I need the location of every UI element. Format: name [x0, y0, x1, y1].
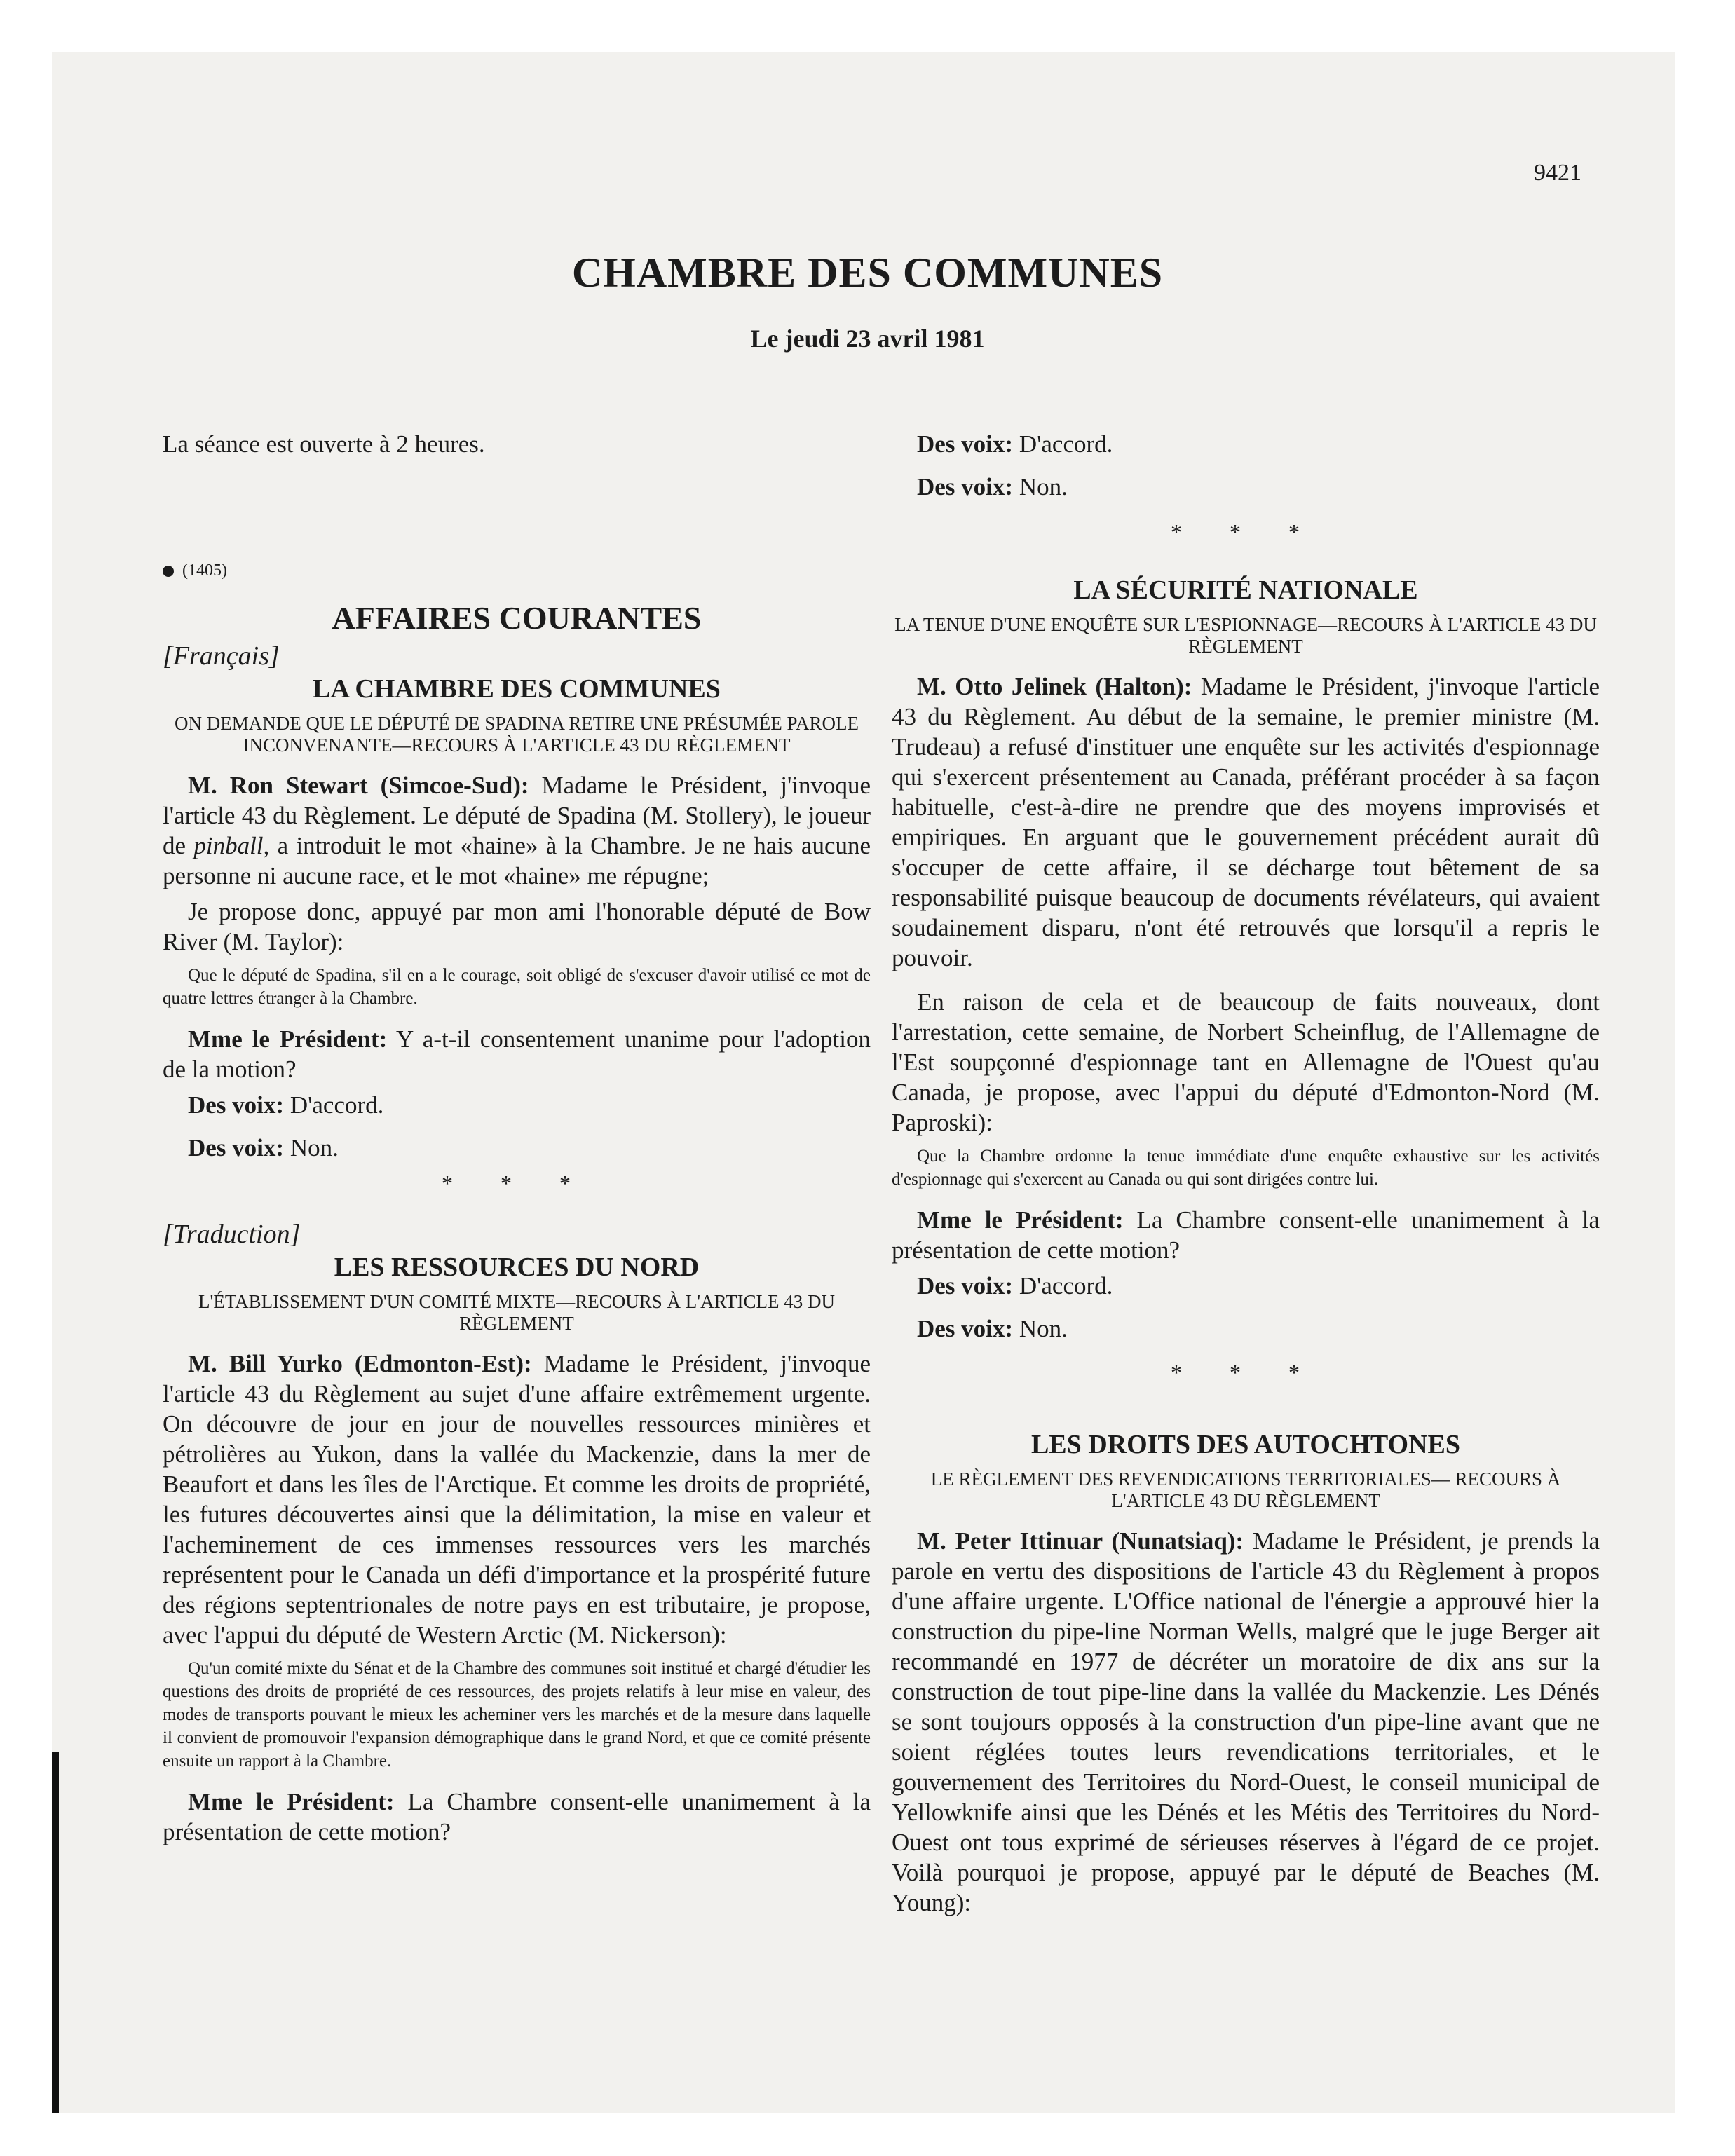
speech-paragraph: M. Bill Yurko (Edmonton-Est): Madame le Président, j'invoque l'article 43 du Règlement au sujet d'une affaire extrêmement urgente. On découvre de jour en jour de nouvelles ressources minières et pétrolières au Yukon, dans la vallée du Mackenzie, dans la mer de Beaufort et dans les îles de l'Arctique. Et comme les droits de propriété, les futures découvertes ainsi que la délimitation, la mise en valeur et l'acheminement de ces immenses ressources vers les marchés représentent pour le Canada un défi d'importance et la prospérité future des régions septentrionales de notre pays en est tributaire, je propose, avec l'appui du député de Western Arctic (M. Nickerson):	[163, 1350, 871, 1649]
motion-text: Que le député de Spadina, s'il en a le courage, soit obligé de s'excuser d'avoir utilisé ce mot de quatre lettres étranger à la Chambre.	[163, 966, 871, 1008]
language-tag: [Français]	[163, 641, 280, 671]
page-number: 9421	[1534, 160, 1581, 186]
journal-title: CHAMBRE DES COMMUNES	[571, 250, 1164, 296]
speaker-name: Mme le Président:	[188, 1788, 395, 1815]
left-column	[163, 429, 871, 1853]
vote-no: Des voix: Non.	[917, 1315, 1068, 1342]
vote-yes: Des voix: D'accord.	[917, 430, 1113, 458]
speech-paragraph: M. Otto Jelinek (Halton): Madame le Président, j'invoque l'article 43 du Règlement. Au début de la semaine, le premier ministre (M. Trudeau) a refusé d'instituer une enquête sur les activités d'espionnage qui s'exercent présentement au Canada, préférant procéder à sa façon habituelle, c'est-à-dire ne prendre que des moyens improvisés et empiriques. En arguant que le gouvernement précédent aurait dû s'occuper de cette affaire, il se décharge tout bêtement de sa responsabilité puisque beaucoup de documents révélateurs, qui avaient soudainement disparu, n'ont été retrouvés que lorsqu'il a repris le pouvoir.	[892, 673, 1600, 971]
routine-heading: AFFAIRES COURANTES	[332, 600, 702, 636]
section-title: LA CHAMBRE DES COMMUNES	[313, 674, 721, 704]
chair-remark: Mme le Président: Y a-t-il consentement unanime pour l'adoption de la motion?	[163, 1025, 871, 1083]
chair-remark: Mme le Président: La Chambre consent-elle unanimement à la présentation de cette motion?	[892, 1206, 1600, 1264]
section-separator: * * *	[442, 1171, 592, 1196]
vote-yes: Des voix: D'accord.	[188, 1091, 384, 1119]
speaker-name: M. Bill Yurko (Edmonton-Est):	[188, 1350, 532, 1377]
section-title: LES DROITS DES AUTOCHTONES	[1030, 1430, 1461, 1459]
vote-yes: Des voix: D'accord.	[917, 1272, 1113, 1299]
section-subtitle: LA TENUE D'UNE ENQUÊTE SUR L'ESPIONNAGE—RECOURS À L'ARTICLE 43 DU RÈGLEMENT	[894, 614, 1597, 657]
speaker-name: M. Peter Ittinuar (Nunatsiaq):	[917, 1527, 1244, 1555]
speaker-name: Mme le Président:	[188, 1025, 388, 1053]
speaker-name: Mme le Président:	[917, 1206, 1124, 1234]
section-subtitle: ON DEMANDE QUE LE DÉPUTÉ DE SPADINA RETIRE UNE PRÉSUMÉE PAROLE INCONVENANTE—RECOURS À L'ARTICLE 43 DU RÈGLEMENT	[174, 713, 859, 756]
speaker-name: M. Otto Jelinek (Halton):	[917, 673, 1192, 700]
binding-edge	[52, 1752, 59, 2113]
sitting-date: Le jeudi 23 avril 1981	[750, 325, 985, 353]
section-subtitle: LE RÈGLEMENT DES REVENDICATIONS TERRITORIALES— RECOURS À L'ARTICLE 43 DU RÈGLEMENT	[930, 1468, 1561, 1511]
section-separator: * * *	[1171, 519, 1321, 545]
vote-no: Des voix: Non.	[917, 473, 1068, 500]
section-subtitle: L'ÉTABLISSEMENT D'UN COMITÉ MIXTE—RECOURS À L'ARTICLE 43 DU RÈGLEMENT	[198, 1291, 836, 1334]
chair-remark: Mme le Président: La Chambre consent-elle unanimement à la présentation de cette motion?	[163, 1788, 871, 1845]
timestamp-text: (1405)	[182, 561, 227, 580]
language-tag: [Traduction]	[163, 1220, 301, 1249]
section-title: LA SÉCURITÉ NATIONALE	[1073, 575, 1418, 605]
vote-no: Des voix: Non.	[188, 1134, 339, 1161]
motion-text: Que la Chambre ordonne la tenue immédiate d'une enquête exhaustive sur les activités d'espionnage qui s'exercent au Canada ou qui sont dirigées contre lui.	[892, 1147, 1600, 1189]
section-title: LES RESSOURCES DU NORD	[334, 1253, 700, 1282]
speech-paragraph: En raison de cela et de beaucoup de faits nouveaux, dont l'arrestation, cette semaine, de Norbert Scheinflug, de l'Allemagne de l'Est soupçonné d'espionnage tant en Allemagne de l'Ouest qu'au Canada, je propose, avec l'appui du député d'Edmonton-Nord (M. Paproski):	[892, 988, 1600, 1136]
emphasis: pinball,	[193, 832, 270, 859]
speech-paragraph: M. Ron Stewart (Simcoe-Sud): Madame le Président, j'invoque l'article 43 du Règlement. Le député de Spadina (M. Stollery), le joueur de pinball, a introduit le mot «haine» à la Chambre. Je ne hais aucune personne ni aucune race, et le mot «haine» me répugne;	[163, 772, 871, 889]
motion-text: Qu'un comité mixte du Sénat et de la Chambre des communes soit institué et chargé d'étudier les questions des droits de propriété de ces ressources, des projets relatifs à leur mise en valeur, des modes de transports pouvant le mieux les acheminer vers les marchés et de la mesure dans laquelle il convient de promouvoir l'expansion démographique dans le grand Nord, et que ce comité présente ensuite un rapport à la Chambre.	[163, 1659, 871, 1770]
speech-paragraph: M. Peter Ittinuar (Nunatsiaq): Madame le Président, je prends la parole en vertu des dispositions de l'article 43 du Règlement à propos d'une affaire urgente. L'Office national de l'énergie a approuvé hier la construction du pipe-line Norman Wells, malgré que le juge Berger ait recommandé en 1977 de décréter un moratoire de dix ans sur la construction de tout pipe-line dans la vallée du Mackenzie. Les Dénés se sont toujours opposés à la construction d'un pipe-line avant que ne soient réglées toutes leurs revendications territoriales, et le gouvernement des Territoires du Nord-Ouest, le conseil municipal de Yellowknife ainsi que les Dénés et les Métis des Territoires du Nord-Ouest ont tous exprimé de sérieuses réserves à l'égard de ce projet. Voilà pourquoi je propose, appuyé par le député de Beaches (M. Young):	[892, 1527, 1600, 1916]
opening-line: La séance est ouverte à 2 heures.	[163, 430, 485, 458]
right-column	[892, 429, 1600, 1923]
section-separator: * * *	[1171, 1360, 1321, 1385]
timestamp	[163, 556, 871, 586]
speech-paragraph: Je propose donc, appuyé par mon ami l'honorable député de Bow River (M. Taylor):	[163, 898, 871, 955]
speaker-name: M. Ron Stewart (Simcoe-Sud):	[188, 772, 529, 799]
bullet-icon	[163, 566, 174, 577]
